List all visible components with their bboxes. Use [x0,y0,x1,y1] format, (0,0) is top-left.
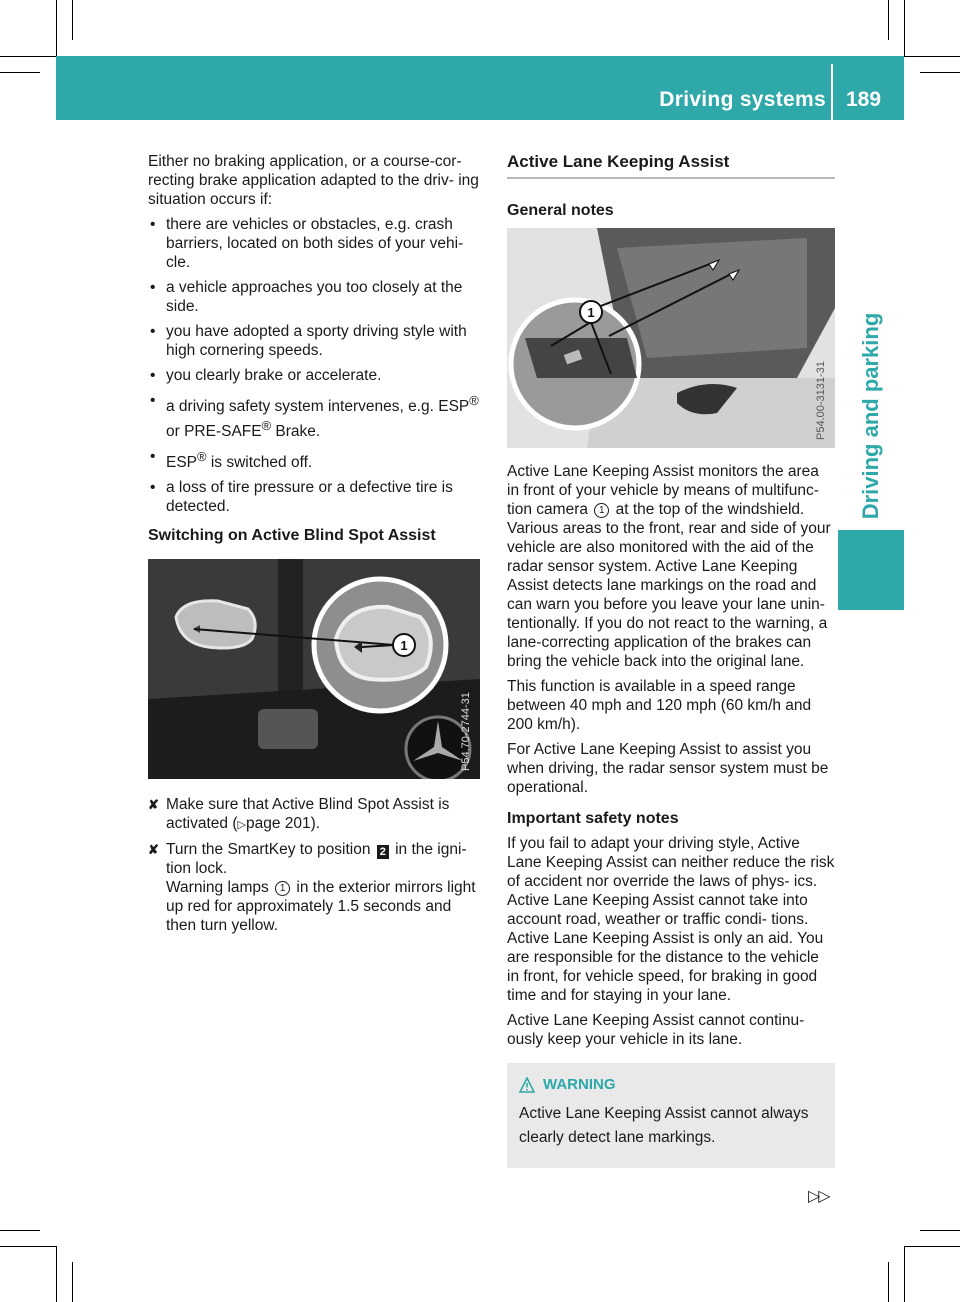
text-run: is switched off. [206,454,313,472]
instruction-step [148,840,482,935]
condition-list [148,215,482,516]
list-item: • a loss of tire pressure or a defective tire is detected. [148,478,482,516]
continued-arrows-icon: ▷▷ [808,1188,829,1205]
text-run: Warning lamps [166,879,274,897]
crop-mark [0,1246,56,1247]
warning-box [507,1063,835,1168]
section-title: Active Lane Keeping Assist [507,152,835,179]
crop-mark [904,1246,905,1302]
list-item: • you have adopted a sporty driving style with high cornering speeds. [148,322,482,360]
list-item [148,391,482,441]
callout-circle: 1 [275,881,290,896]
registered-mark: ® [469,393,479,408]
callout-circle: 1 [594,503,609,518]
text-run: Turn the SmartKey to position [166,841,375,859]
mirror-figure [148,559,480,779]
warning-title: WARNING [543,1076,616,1093]
crop-mark [56,0,57,56]
list-item: • there are vehicles or obstacles, e.g. crash barriers, located on both sides of your vehi- cle. [148,215,482,272]
body-paragraph: If you fail to adapt your driving style, Active Lane Keeping Assist can neither reduce the risk of accident nor override the laws of phys- ics. Active Lane Keeping Assist cannot take into account road, weather or traffic condi- tions. Active Lane Keeping Assist is only an aid. You are responsible for the distance to the vehicle in front, for vehicle speed, for braking in good time and for staying in your lane. [507,835,835,1004]
subsection-heading: General notes [507,202,614,219]
text-run: Brake. [271,423,321,441]
crop-mark [888,0,889,40]
page-number: 189 [846,88,882,111]
header-divider [831,64,833,120]
callout-number: 1 [400,638,408,654]
body-paragraph: For Active Lane Keeping Assist to assist you when driving, the radar sensor system must be operational. [507,741,829,796]
body-paragraph [507,462,835,671]
windshield-camera-illustration [507,228,835,448]
crop-mark [920,72,960,73]
text-run: at the top of the windshield. Various areas to the front, rear and side of your vehicle are also monitored with the aid of the radar sensor system. Active Lane Keeping Assist detects lane markings on the road and can warn you before you leave your lane unin- tentionally. If you do not react to the warning, a lane-correcting application of the brakes can bring the vehicle back into the original lane. [507,501,831,670]
figure-code: P54.00-3131-31 [815,361,827,440]
crop-mark [72,0,73,40]
instruction-step [148,795,482,835]
subsection-heading: Important safety notes [507,810,679,827]
warning-triangle-icon [519,1077,535,1093]
crop-mark [904,56,960,57]
page-ref-triangle-icon: ▷ [237,819,246,832]
list-item [148,447,482,472]
registered-mark: ® [197,449,207,465]
instruction-steps [148,795,482,935]
callout-number: 1 [587,305,595,320]
crop-mark [904,0,905,56]
crop-mark [904,1246,960,1247]
text-run: a driving safety system intervenes, e.g. ESP [166,398,470,416]
section-heading: Switching on Active Blind Spot Assist [148,527,436,545]
list-item: • a vehicle approaches you too closely at the side. [148,278,482,316]
body-paragraph: This function is available in a speed range between 40 mph and 120 mph (60 km/h and 200 km/h). [507,678,812,733]
list-item: • you clearly brake or accelerate. [148,366,482,385]
text-run: Make sure that Active Blind Spot Assist is activated ( [166,796,450,833]
crop-mark [72,1262,73,1302]
crop-mark [888,1262,889,1302]
text-run: page 201). [245,815,321,833]
body-paragraph: Active Lane Keeping Assist cannot continu- ously keep your vehicle in its lane. [507,1012,805,1048]
text-run: Active Lane Keeping Assist monitors the area in front of your vehicle by means of multifunc- tion camera [507,463,819,518]
text-run: in the igni- tion lock. [166,841,467,878]
chapter-tab-label: Driving and parking [858,312,883,520]
text-run: in the exterior mirrors light up red for approximately 1.5 seconds and then turn yellow. [166,879,476,935]
chapter-tab-marker [838,530,904,610]
crop-mark [0,56,56,57]
crop-mark [0,72,40,73]
crop-mark [920,1230,960,1231]
crop-mark [0,1230,40,1231]
door-mirror-illustration [148,559,480,779]
warning-text: Active Lane Keeping Assist cannot always clearly detect lane markings. [519,1105,809,1146]
step-arrow-icon: ✘ [148,797,159,813]
key-position-badge: 2 [377,845,389,859]
step-arrow-icon: ✘ [148,842,159,858]
left-column [148,152,482,940]
crop-mark [56,1246,57,1302]
registered-mark: ® [261,418,272,434]
warning-header [519,1075,823,1094]
figure-code: P54.70-2744-31 [460,692,472,772]
text-run: ESP [166,454,198,472]
page-header-title: Driving systems [659,88,826,111]
intro-paragraph: Either no braking application, or a course-cor- recting brake application adapted to the driv- ing situation occurs if: [148,153,479,208]
text-run: or PRE-SAFE [166,423,262,441]
right-column [507,152,835,1168]
windshield-figure [507,228,835,448]
